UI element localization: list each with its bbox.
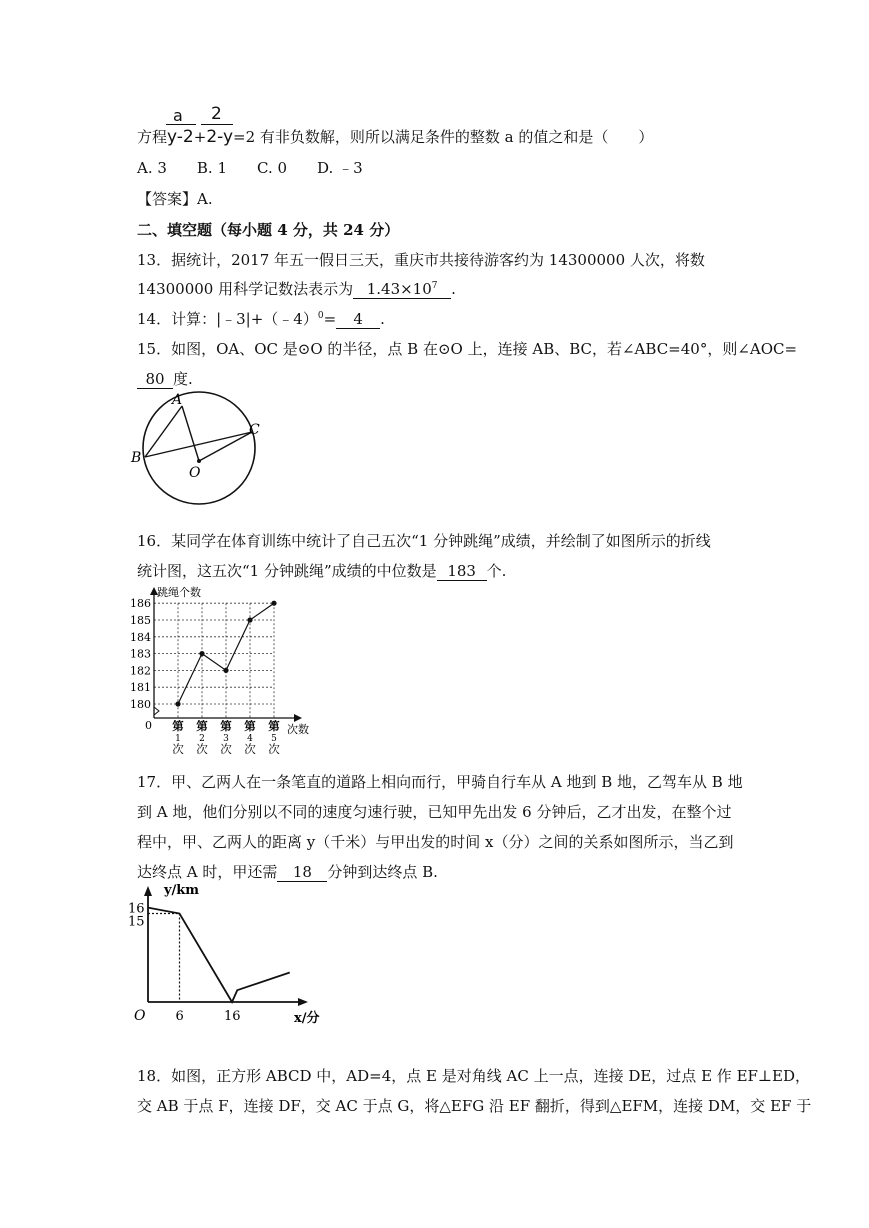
- x-tick-label: 6: [175, 1009, 184, 1024]
- q16-answer-blank: 183: [437, 563, 487, 581]
- x-axis-arrow: [298, 998, 308, 1006]
- center-dot: [197, 459, 201, 463]
- category-label-char: 第: [268, 719, 280, 733]
- x-axis-title: 次数: [287, 723, 309, 736]
- q15-line-1: 15．如图，OA、OC 是⊙O 的半径，点 B 在⊙O 上，连接 AB、BC，若∠ABC=40°，则∠AOC=: [137, 340, 798, 358]
- data-point-3: [223, 668, 228, 673]
- y-tick-label: 180: [130, 698, 151, 711]
- fraction-bar-1: [166, 124, 196, 125]
- label-o: O: [189, 465, 201, 481]
- chart2-axes: [144, 886, 308, 1006]
- data-point-2: [199, 651, 204, 656]
- y-tick-label: 185: [130, 614, 151, 627]
- q17-line-2: 到 A 地，他们分别以不同的速度匀速行驶，已知甲先出发 6 分钟后，乙才出发，在整个过: [137, 803, 732, 821]
- data-point-1: [175, 701, 180, 706]
- category-label-char: 次: [268, 742, 280, 756]
- segment-oc: [199, 432, 252, 461]
- q16-line-1: 16．某同学在体育训练中统计了自己五次“1 分钟跳绳”成绩，并绘制了如图所示的折线: [137, 532, 711, 550]
- circle-figure: [128, 388, 258, 513]
- q16-line-2: 统计图，这五次“1 分钟跳绳”成绩的中位数是 183 个.: [137, 562, 507, 580]
- chart1-grid: [154, 603, 274, 718]
- y-axis-arrow: [144, 886, 152, 896]
- y-tick-label: 16: [128, 901, 145, 917]
- label-c: C: [249, 422, 260, 438]
- y-tick-label: 182: [130, 664, 151, 678]
- q17-line-4: 达终点 A 时，甲还需 18 分钟到达终点 B.: [137, 863, 438, 881]
- q17-line-1: 17．甲、乙两人在一条笔直的道路上相向而行，甲骑自行车从 A 地到 B 地，乙驾车从 B 地: [137, 773, 743, 791]
- distance-time-chart: [126, 880, 341, 1025]
- x-tick-label: 16: [224, 1009, 241, 1024]
- jump-rope-chart: [126, 583, 326, 758]
- category-label-char: 次: [196, 742, 208, 756]
- origin-label: O: [134, 1008, 146, 1024]
- fraction-bar-2: [201, 124, 233, 125]
- q15-line-2: 80 度.: [137, 369, 193, 389]
- segment-oa: [182, 406, 199, 461]
- category-label-char: 5: [271, 734, 277, 744]
- distance-line: [148, 908, 290, 1002]
- category-label-char: 第: [196, 719, 208, 733]
- q15-answer-blank: 80: [137, 371, 173, 389]
- q12-equation-line: 方程y-2+2-y=2 有非负数解，则所以满足条件的整数 a 的值之和是（ ）: [137, 127, 654, 147]
- y-tick-label: 15: [128, 914, 145, 930]
- fraction-denominator-1: y-2: [167, 127, 194, 147]
- axis-break-mark: [154, 707, 159, 715]
- q17-answer-blank: 18: [277, 864, 327, 882]
- category-label-char: 4: [247, 734, 253, 744]
- fraction-numerator-2: 2: [211, 104, 222, 124]
- data-point-5: [271, 601, 276, 606]
- category-label-char: 第: [244, 719, 256, 733]
- category-label-char: 1: [175, 734, 181, 744]
- q12-options: A. 3 B. 1 C. 0 D. ﹣3: [137, 159, 363, 177]
- category-label-char: 第: [172, 719, 184, 733]
- data-point-4: [247, 617, 252, 622]
- q18-line-1: 18．如图，正方形 ABCD 中，AD=4，点 E 是对角线 AC 上一点，连接 DE，过点 E 作 EF⊥ED，: [137, 1067, 811, 1085]
- y-axis-title: y/km: [164, 883, 200, 898]
- category-label-char: 3: [223, 734, 229, 744]
- category-label-char: 次: [244, 742, 256, 756]
- circle-o: [143, 392, 255, 504]
- y-tick-label: 183: [130, 647, 151, 661]
- category-label-char: 2: [199, 734, 205, 744]
- q14-answer-blank: 4: [336, 311, 380, 329]
- y-tick-label: 181: [130, 681, 151, 695]
- fraction-denominator-2: 2-y: [206, 127, 234, 147]
- label-a: A: [172, 392, 183, 408]
- q13-answer-blank: $1.43\times 10^7$: [353, 281, 451, 299]
- category-label-char: 第: [220, 719, 232, 733]
- fraction-numerator-a: a: [173, 106, 183, 125]
- chart2-marks: [148, 908, 290, 1002]
- category-label-char: 次: [172, 742, 184, 756]
- x-axis-title: x/分: [294, 1011, 320, 1026]
- category-label-char: 次: [220, 742, 232, 756]
- origin-label: 0: [145, 719, 152, 732]
- label-b: B: [131, 450, 142, 466]
- q13-line-2: 14300000 用科学记数法表示为 $1.43\times 10^7$ .: [137, 280, 456, 298]
- y-tick-label: 184: [130, 630, 151, 644]
- y-tick-label: 186: [130, 597, 151, 611]
- q13-line-1: 13．据统计，2017 年五一假日三天，重庆市共接待游客约为 14300000 人次，将数: [137, 251, 705, 269]
- q18-line-2: 交 AB 于点 F，连接 DF，交 AC 于点 G，将△EFG 沿 EF 翻折，得到△EFM，连接 DM，交 EF 于: [137, 1097, 812, 1115]
- section-heading: 二、填空题（每小题 4 分，共 24 分）: [137, 221, 400, 239]
- x-axis-arrow: [294, 714, 302, 722]
- y-axis-title: 跳绳个数: [157, 586, 201, 599]
- q12-answer: 【答案】A.: [137, 190, 213, 208]
- q14-line: 14．计算：|﹣3|+（﹣4）$^0$= 4 .: [137, 310, 385, 328]
- chart2-labels: [128, 883, 320, 1026]
- q17-line-3: 程中，甲、乙两人的距离 y（千米）与甲出发的时间 x（分）之间的关系如图所示，当乙到: [137, 833, 734, 851]
